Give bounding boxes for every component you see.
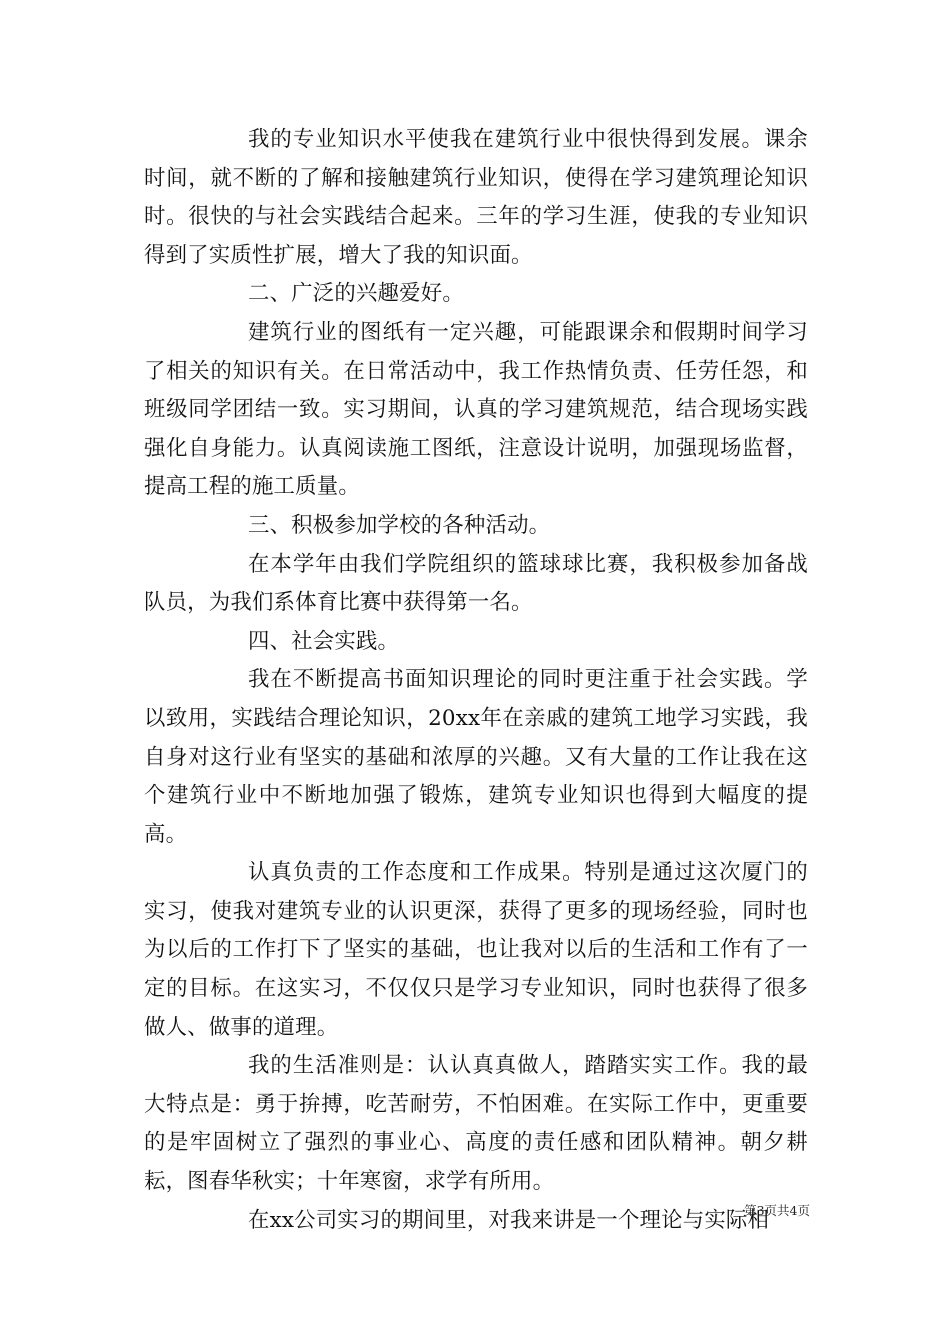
- paragraph-interests: 建筑行业的图纸有一定兴趣，可能跟课余和假期时间学习了相关的知识有关。在日常活动中，我工作热情负责、任劳任怨，和班级同学团结一致。实习期间，认真的学习建筑规范，结合现场实践强化自身能力。认真阅读施工图纸，注意设计说明，加强现场监督，提高工程的施工质量。: [144, 319, 808, 500]
- document-body: [144, 121, 808, 1240]
- heading-school-activities: 三、积极参加学校的各种活动。: [248, 512, 551, 538]
- paragraph-work-attitude: 认真负责的工作态度和工作成果。特别是通过这次厦门的实习，使我对建筑专业的认识更深，获得了更多的现场经验，同时也为以后的工作打下了坚实的基础，也让我对以后的生活和工作有了一定的目标。在这实习，不仅仅只是学习专业知识，同时也获得了很多做人、做事的道理。: [144, 860, 808, 1040]
- paragraph-internship: 在xx公司实习的期间里，对我来讲是一个理论与实际相: [248, 1207, 770, 1233]
- paragraph-school-activities: 在本学年由我们学院组织的篮球球比赛，我积极参加备战队员，为我们系体育比赛中获得第一名。: [144, 551, 808, 616]
- heading-social-practice: 四、社会实践。: [248, 628, 400, 654]
- paragraph-life-principles: 我的生活准则是：认认真真做人，踏踏实实工作。我的最大特点是：勇于拚搏，吃苦耐劳，不怕困难。在实际工作中，更重要的是牢固树立了强烈的事业心、高度的责任感和团队精神。朝夕耕耘，图春华秋实；十年寒窗，求学有所用。: [144, 1053, 808, 1195]
- paragraph-professional-knowledge: 我的专业知识水平使我在建筑行业中很快得到发展。课余时间，就不断的了解和接触建筑行业知识，使得在学习建筑理论知识时。很快的与社会实践结合起来。三年的学习生涯，使我的专业知识得到了实质性扩展，增大了我的知识面。: [144, 127, 808, 268]
- page-number-footer: 第3页共4页: [744, 1203, 810, 1218]
- heading-interests: 二、广泛的兴趣爱好。: [248, 281, 464, 307]
- paragraph-social-practice: 我在不断提高书面知识理论的同时更注重于社会实践。学以致用，实践结合理论知识，20xx年在亲戚的建筑工地学习实践，我自身对这行业有坚实的基础和浓厚的兴趣。又有大量的工作让我在这个建筑行业中不断地加强了锻炼，建筑专业知识也得到大幅度的提高。: [144, 667, 808, 847]
